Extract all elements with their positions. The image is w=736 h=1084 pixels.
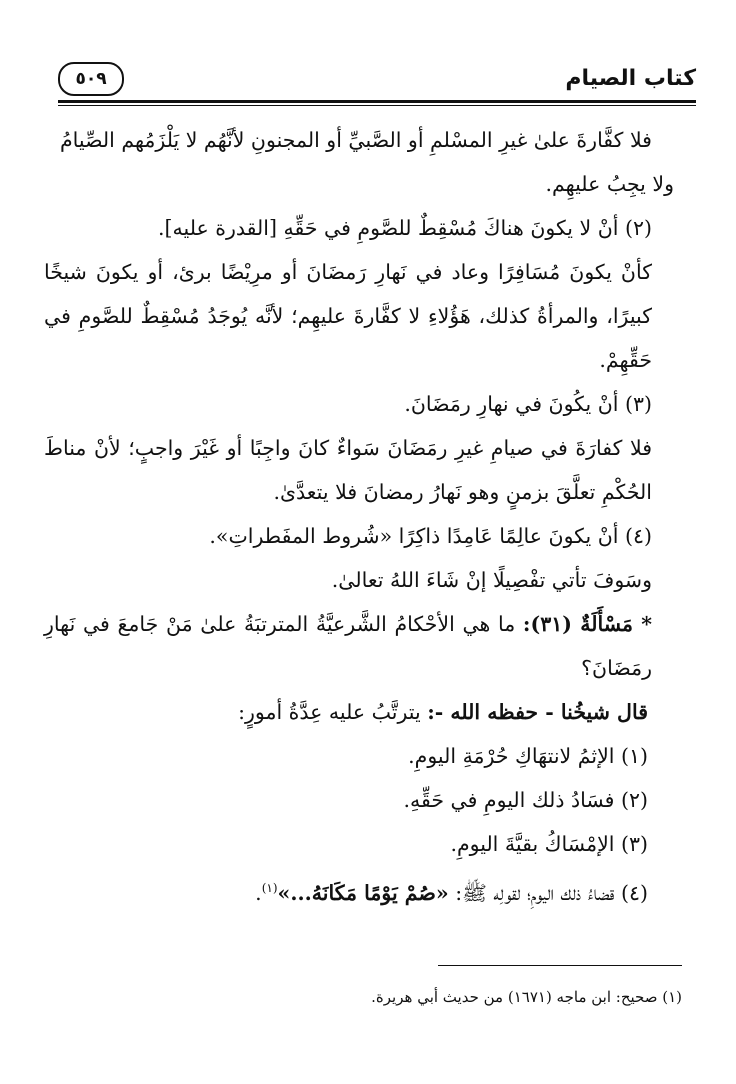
question (44, 602, 674, 690)
hadith-quote: «صُمْ يَوْمًا مَكَانَهُ...» (277, 880, 449, 905)
answer-label: قال شيخُنا - حفظه الله -: (427, 700, 648, 724)
ruling-item-4 (44, 866, 674, 915)
answer-text: يترتَّبُ عليه عِدَّةُ أمورٍ: (238, 700, 421, 724)
page-header (58, 62, 696, 98)
ruling-item-4-end: . (255, 880, 262, 905)
paragraph-3: فلا كفارَةَ في صيامِ غيرِ رمَضَانَ سَواءٌ كانَ واجِبًا أو غَيْرَ واجبٍ؛ لأنْ مناطَ الحُكْمِ تعلَّقَ بزمنٍ وهو نَهارُ رمضانَ فلا يتعدَّىٰ. (44, 436, 652, 504)
condition-4: (٤) أنْ يكونَ عالِمًا عَامِدًا ذاكِرًا «شُروط المفَطراتِ». (209, 524, 652, 548)
header-divider (58, 100, 696, 103)
question-text: ما هي الأحْكامُ الشَّرعيَّةُ المترتبَةُ علىٰ مَنْ جَامعَ في نَهارِ رمَضَانَ؟ (44, 612, 652, 680)
page-number-badge: ٥٠٩ (58, 62, 124, 96)
paragraph-1-line-1: فلا كفَّارةَ علىٰ غيرِ المسْلمِ أو الصَّبيِّ أو المجنونِ لأنَّهُم لا يَلْزَمُهم الصِّيامُ (59, 128, 652, 152)
ruling-item-4-start: (٤) قضاءُ ذلك اليومِ؛ لقولِه ﷺ: (455, 880, 648, 905)
header-divider-thin (58, 105, 696, 106)
later-note: وسَوفَ تأتي تفْصِيلًا إنْ شَاءَ اللهُ تعالىٰ. (331, 568, 652, 592)
condition-3: (٣) أنْ يكُونَ في نهارِ رمَضَانَ. (404, 392, 652, 416)
answer-intro (44, 690, 674, 734)
book-title: كتاب الصيام (565, 66, 696, 91)
paragraph-1-line-2: ولا يجِبُ عليهِم. (545, 172, 674, 196)
footnote: (١) صحيح: ابن ماجه (١٦٧١) من حديث أبي هريرة. (371, 988, 682, 1006)
main-text (44, 118, 674, 915)
footnote-reference: (١) (261, 881, 278, 895)
question-label: * مَسْأَلَةٌ (٣١): (522, 612, 652, 636)
ruling-item-3: (٣) الإمْسَاكُ بقيَّةَ اليومِ. (450, 832, 648, 856)
ruling-item-1: (١) الإثمُ لانتهَاكِ حُرْمَةِ اليومِ. (408, 744, 648, 768)
paragraph-2: كأنْ يكونَ مُسَافِرًا وعاد في نَهارِ رَمضَانَ أو مرِيْضًا برئ، أو يكونَ شيخًا كبيرًا، والمرأةُ كذلك، هَؤُلاءِ لا كفَّارةَ عليهِم؛ لأنَّه يُوجَدُ مُسْقِطٌ للصَّومِ في حَقِّهِمْ. (44, 260, 652, 372)
ruling-item-2: (٢) فسَادُ ذلك اليومِ في حَقِّهِ. (403, 788, 648, 812)
condition-2: (٢) أنْ لا يكونَ هناكَ مُسْقِطٌ للصَّومِ في حَقِّهِ [القدرة عليه]. (158, 216, 652, 240)
footnote-divider (438, 965, 682, 966)
